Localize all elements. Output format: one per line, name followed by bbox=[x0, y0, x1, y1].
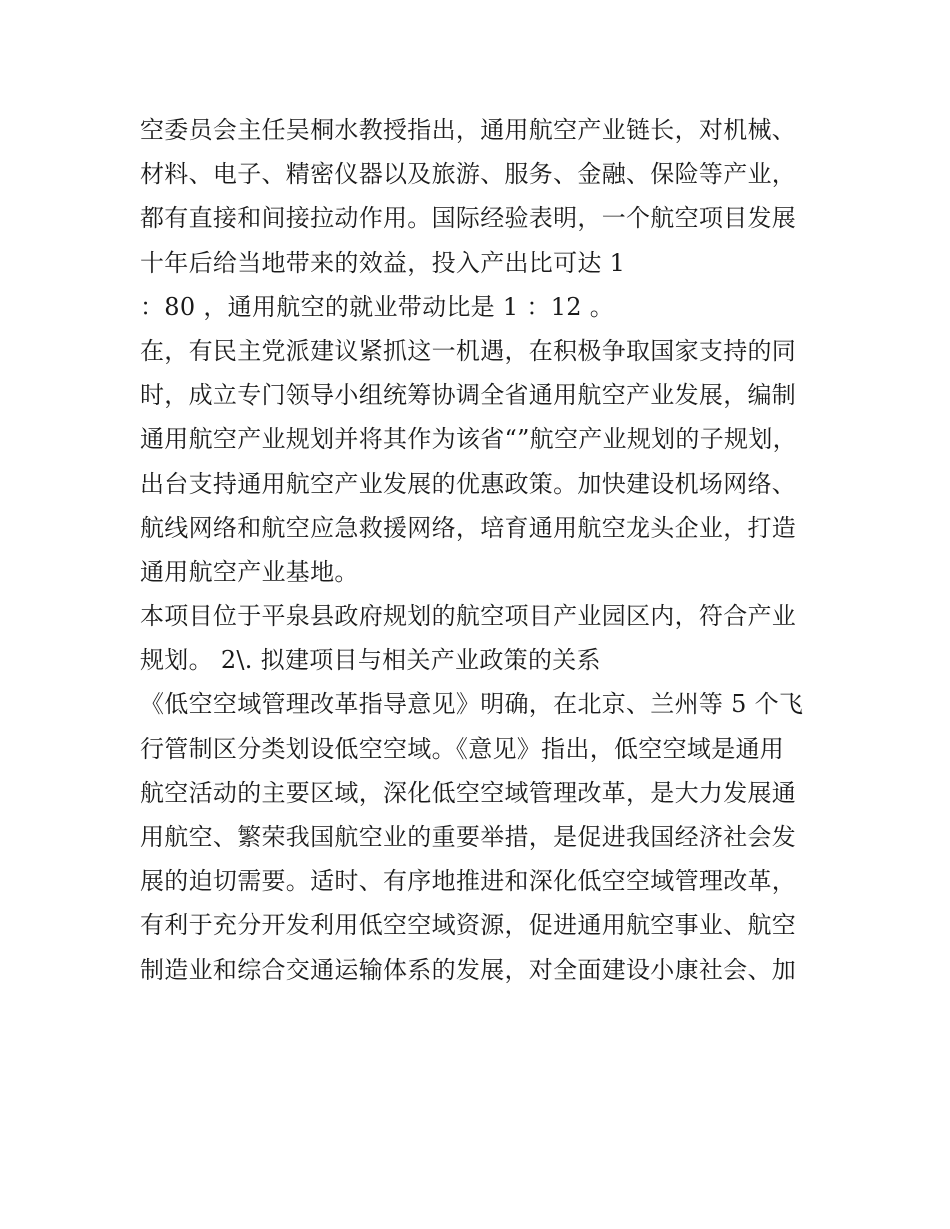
text-line: 通用航空产业规划并将其作为该省“”航空产业规划的子规划， bbox=[140, 425, 797, 454]
text-line: 规划。 2\. 拟建项目与相关产业政策的关系 bbox=[140, 646, 601, 675]
body-text bbox=[140, 108, 820, 992]
text-line: 航线网络和航空应急救援网络，培育通用航空龙头企业，打造 bbox=[140, 513, 797, 542]
text-line: 通用航空产业基地。 bbox=[140, 557, 359, 586]
text-line: ：80 ，通用航空的就业带动比是 1 ：12 。 bbox=[140, 292, 615, 321]
text-line: 出台支持通用航空产业发展的优惠政策。加快建设机场网络、 bbox=[140, 469, 797, 498]
text-line: 十年后给当地带来的效益，投入产出比可达 1 bbox=[140, 248, 626, 277]
text-line: 都有直接和间接拉动作用。国际经验表明，一个航空项目发展 bbox=[140, 204, 797, 233]
text-line: 本项目位于平泉县政府规划的航空项目产业园区内，符合产业 bbox=[140, 602, 797, 631]
text-line: 航空活动的主要区域，深化低空空域管理改革，是大力发展通 bbox=[140, 778, 797, 807]
text-line: 在，有民主党派建议紧抓这一机遇，在积极争取国家支持的同 bbox=[140, 336, 797, 365]
text-line: 空委员会主任吴桐水教授指出，通用航空产业链长，对机械、 bbox=[140, 116, 797, 144]
text-line: 材料、电子、精密仪器以及旅游、服务、金融、保险等产业， bbox=[140, 160, 797, 189]
text-line: 《低空空域管理改革指导意见》明确，在北京、兰州等 5 个飞 bbox=[140, 690, 804, 719]
text-line: 有利于充分开发利用低空空域资源，促进通用航空事业、航空 bbox=[140, 911, 797, 940]
text-line: 展的迫切需要。适时、有序地推进和深化低空空域管理改革， bbox=[140, 867, 797, 896]
text-line: 时，成立专门领导小组统筹协调全省通用航空产业发展，编制 bbox=[140, 381, 797, 410]
text-line: 用航空、繁荣我国航空业的重要举措，是促进我国经济社会发 bbox=[140, 823, 797, 851]
text-line: 制造业和综合交通运输体系的发展，对全面建设小康社会、加 bbox=[140, 955, 797, 984]
text-line: 行管制区分类划设低空空域。《意见》指出，低空空域是通用 bbox=[140, 734, 785, 763]
